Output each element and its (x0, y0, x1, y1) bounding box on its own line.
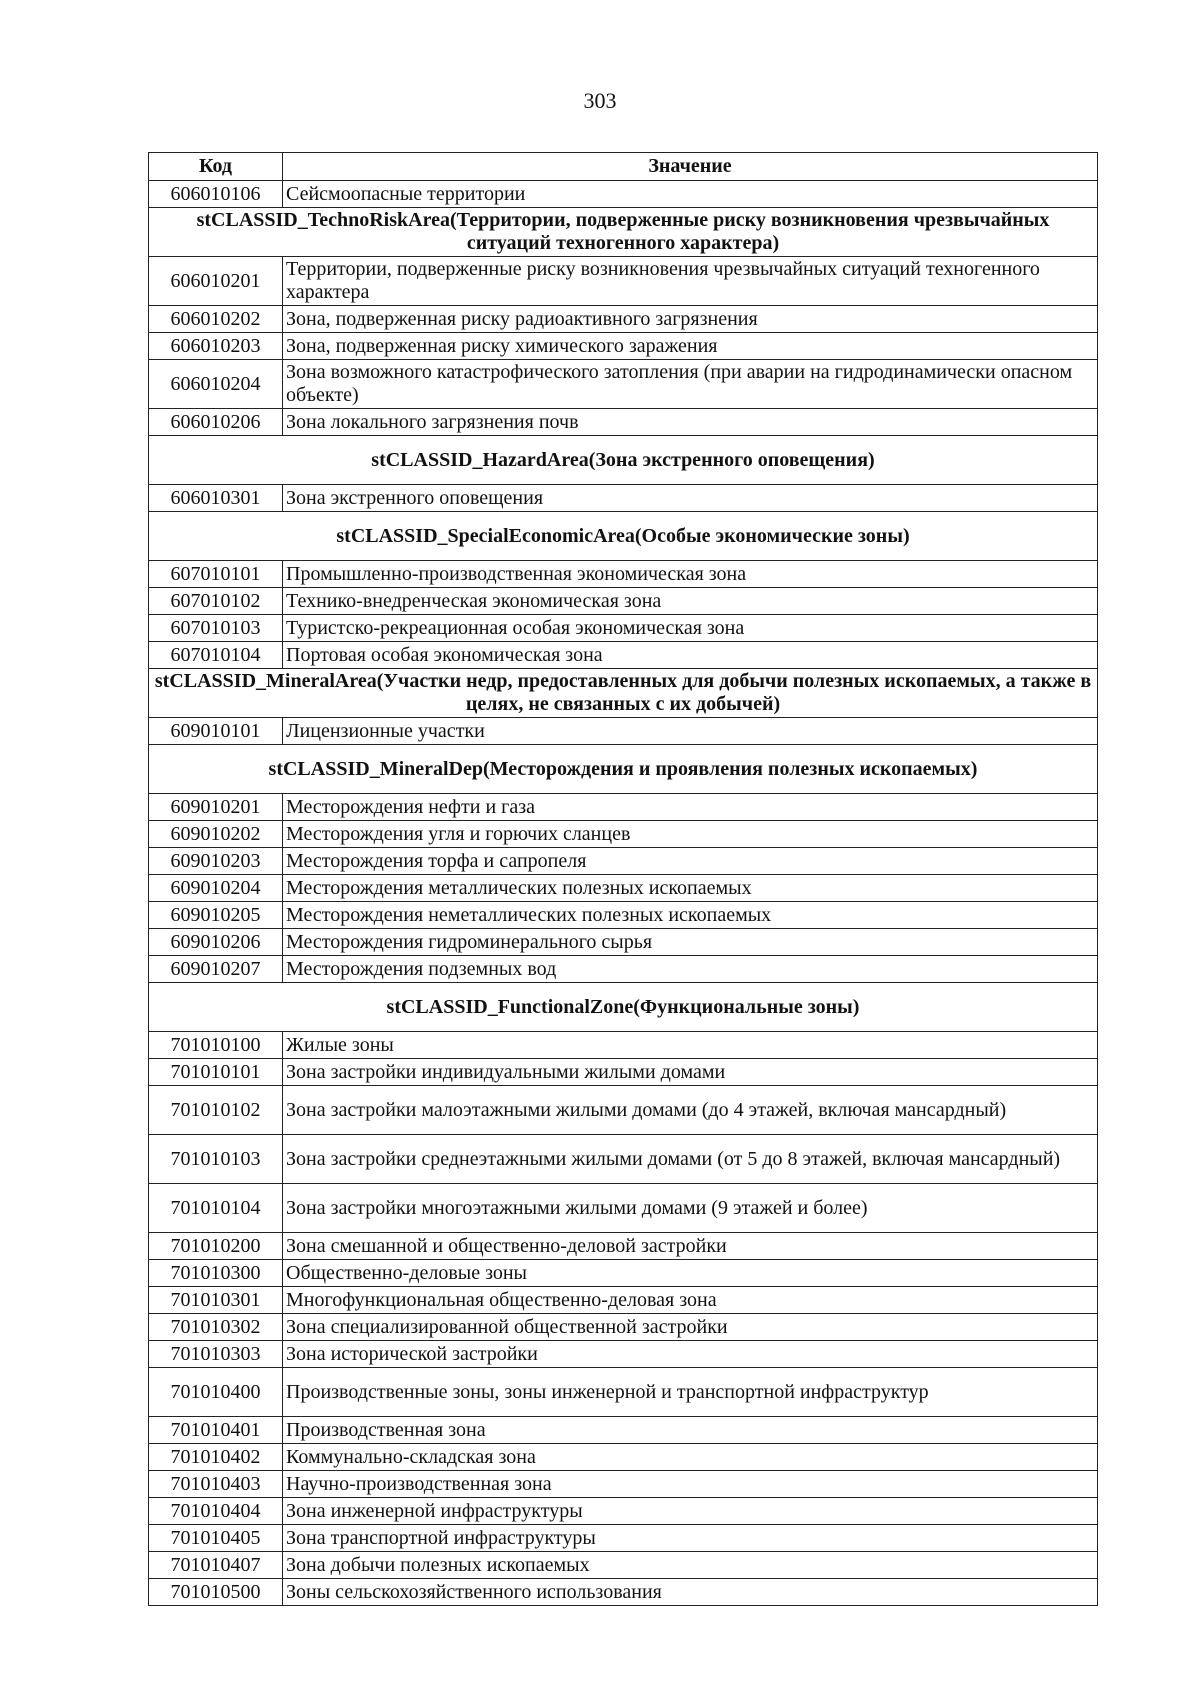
table-row (149, 409, 1098, 436)
table-header-row (149, 153, 1098, 181)
code-cell: 701010200 (149, 1233, 283, 1260)
code-cell: 607010104 (149, 642, 283, 669)
table-row (149, 1287, 1098, 1314)
value-cell: Месторождения неметаллических полезных ископаемых (283, 902, 1098, 929)
value-cell: Зона застройки индивидуальными жилыми домами (283, 1059, 1098, 1086)
code-cell: 606010206 (149, 409, 283, 436)
code-cell: 606010301 (149, 485, 283, 512)
section-row (149, 208, 1098, 257)
code-cell: 701010400 (149, 1368, 283, 1417)
value-cell: Месторождения нефти и газа (283, 794, 1098, 821)
section-title: stCLASSID_FunctionalZone(Функциональные зоны) (149, 983, 1098, 1032)
code-cell: 607010101 (149, 561, 283, 588)
table-row (149, 875, 1098, 902)
code-cell: 701010500 (149, 1579, 283, 1606)
table-row (149, 1525, 1098, 1552)
value-cell: Зона инженерной инфраструктуры (283, 1498, 1098, 1525)
table-row (149, 588, 1098, 615)
code-cell: 609010207 (149, 956, 283, 983)
table-row (149, 1341, 1098, 1368)
table-row (149, 257, 1098, 306)
value-cell: Месторождения гидроминерального сырья (283, 929, 1098, 956)
value-cell: Месторождения подземных вод (283, 956, 1098, 983)
value-cell: Научно-производственная зона (283, 1471, 1098, 1498)
code-cell: 606010203 (149, 333, 283, 360)
value-cell: Лицензионные участки (283, 718, 1098, 745)
code-cell: 606010106 (149, 181, 283, 208)
code-cell: 701010104 (149, 1184, 283, 1233)
value-cell: Производственная зона (283, 1417, 1098, 1444)
value-cell: Зона локального загрязнения почв (283, 409, 1098, 436)
section-row (149, 436, 1098, 485)
value-cell: Жилые зоны (283, 1032, 1098, 1059)
code-cell: 609010206 (149, 929, 283, 956)
header-value: Значение (283, 153, 1098, 181)
value-cell: Зона экстренного оповещения (283, 485, 1098, 512)
header-code: Код (149, 153, 283, 181)
value-cell: Зоны сельскохозяйственного использования (283, 1579, 1098, 1606)
section-title: stCLASSID_MineralDep(Месторождения и проявления полезных ископаемых) (149, 745, 1098, 794)
value-cell: Зона застройки малоэтажными жилыми домами (до 4 этажей, включая мансардный) (283, 1086, 1098, 1135)
table-row (149, 929, 1098, 956)
value-cell: Многофункциональная общественно-деловая зона (283, 1287, 1098, 1314)
table-row (149, 1314, 1098, 1341)
table-row (149, 642, 1098, 669)
value-cell: Промышленно-производственная экономическая зона (283, 561, 1098, 588)
code-cell: 606010201 (149, 257, 283, 306)
code-cell: 609010203 (149, 848, 283, 875)
table-row (149, 1498, 1098, 1525)
section-row (149, 512, 1098, 561)
table-row (149, 1471, 1098, 1498)
section-title: stCLASSID_SpecialEconomicArea(Особые экономические зоны) (149, 512, 1098, 561)
code-cell: 609010205 (149, 902, 283, 929)
table-row (149, 1579, 1098, 1606)
value-cell: Зона застройки многоэтажными жилыми домами (9 этажей и более) (283, 1184, 1098, 1233)
value-cell: Зона, подверженная риску химического заражения (283, 333, 1098, 360)
value-cell: Месторождения металлических полезных ископаемых (283, 875, 1098, 902)
code-cell: 701010103 (149, 1135, 283, 1184)
value-cell: Зона, подверженная риску радиоактивного загрязнения (283, 306, 1098, 333)
table-body (149, 181, 1098, 1606)
table-row (149, 306, 1098, 333)
table-row (149, 1233, 1098, 1260)
value-cell: Зона исторической застройки (283, 1341, 1098, 1368)
code-cell: 701010102 (149, 1086, 283, 1135)
code-cell: 701010402 (149, 1444, 283, 1471)
code-cell: 609010201 (149, 794, 283, 821)
code-cell: 607010103 (149, 615, 283, 642)
table-row (149, 1260, 1098, 1287)
value-cell: Зона добычи полезных ископаемых (283, 1552, 1098, 1579)
code-cell: 701010303 (149, 1341, 283, 1368)
code-cell: 701010407 (149, 1552, 283, 1579)
code-cell: 701010300 (149, 1260, 283, 1287)
table-row (149, 561, 1098, 588)
table-row (149, 1032, 1098, 1059)
code-cell: 701010403 (149, 1471, 283, 1498)
code-cell: 701010401 (149, 1417, 283, 1444)
section-title: stCLASSID_TechnoRiskArea(Территории, подверженные риску возникновения чрезвычайных ситуаций техногенного характера) (149, 208, 1098, 257)
table-row (149, 1444, 1098, 1471)
value-cell: Технико-внедренческая экономическая зона (283, 588, 1098, 615)
table-row (149, 485, 1098, 512)
code-cell: 606010204 (149, 360, 283, 409)
code-cell: 701010405 (149, 1525, 283, 1552)
table-row (149, 821, 1098, 848)
code-cell: 607010102 (149, 588, 283, 615)
code-cell: 701010100 (149, 1032, 283, 1059)
value-cell: Портовая особая экономическая зона (283, 642, 1098, 669)
table-row (149, 360, 1098, 409)
table-row (149, 794, 1098, 821)
table-row (149, 1135, 1098, 1184)
table-row (149, 1552, 1098, 1579)
section-row (149, 983, 1098, 1032)
value-cell: Зона возможного катастрофического затопления (при аварии на гидродинамически опасном объекте) (283, 360, 1098, 409)
classifier-table (148, 152, 1098, 1606)
value-cell: Зона застройки среднеэтажными жилыми домами (от 5 до 8 этажей, включая мансардный) (283, 1135, 1098, 1184)
code-cell: 701010101 (149, 1059, 283, 1086)
code-cell: 609010202 (149, 821, 283, 848)
value-cell: Производственные зоны, зоны инженерной и транспортной инфраструктур (283, 1368, 1098, 1417)
table-row (149, 1368, 1098, 1417)
value-cell: Зона смешанной и общественно-деловой застройки (283, 1233, 1098, 1260)
value-cell: Туристско-рекреационная особая экономическая зона (283, 615, 1098, 642)
value-cell: Зона транспортной инфраструктуры (283, 1525, 1098, 1552)
code-cell: 609010101 (149, 718, 283, 745)
table-row (149, 181, 1098, 208)
table-row (149, 956, 1098, 983)
table-row (149, 615, 1098, 642)
value-cell: Месторождения угля и горючих сланцев (283, 821, 1098, 848)
value-cell: Коммунально-складская зона (283, 1444, 1098, 1471)
value-cell: Общественно-деловые зоны (283, 1260, 1098, 1287)
page-number: 303 (583, 88, 617, 113)
code-cell: 701010404 (149, 1498, 283, 1525)
table-row (149, 718, 1098, 745)
code-cell: 701010302 (149, 1314, 283, 1341)
table-row (149, 333, 1098, 360)
code-cell: 609010204 (149, 875, 283, 902)
table-row (149, 1059, 1098, 1086)
section-row (149, 745, 1098, 794)
section-title: stCLASSID_HazardArea(Зона экстренного оповещения) (149, 436, 1098, 485)
table-row (149, 1184, 1098, 1233)
value-cell: Территории, подверженные риску возникновения чрезвычайных ситуаций техногенного характера (283, 257, 1098, 306)
table-row (149, 1086, 1098, 1135)
code-cell: 606010202 (149, 306, 283, 333)
value-cell: Месторождения торфа и сапропеля (283, 848, 1098, 875)
table-row (149, 848, 1098, 875)
value-cell: Зона специализированной общественной застройки (283, 1314, 1098, 1341)
value-cell: Сейсмоопасные территории (283, 181, 1098, 208)
table-row (149, 902, 1098, 929)
section-row (149, 669, 1098, 718)
table-row (149, 1417, 1098, 1444)
code-cell: 701010301 (149, 1287, 283, 1314)
section-title: stCLASSID_MineralArea(Участки недр, предоставленных для добычи полезных ископаемых, а также в целях, не связанных с их добычей) (149, 669, 1098, 718)
